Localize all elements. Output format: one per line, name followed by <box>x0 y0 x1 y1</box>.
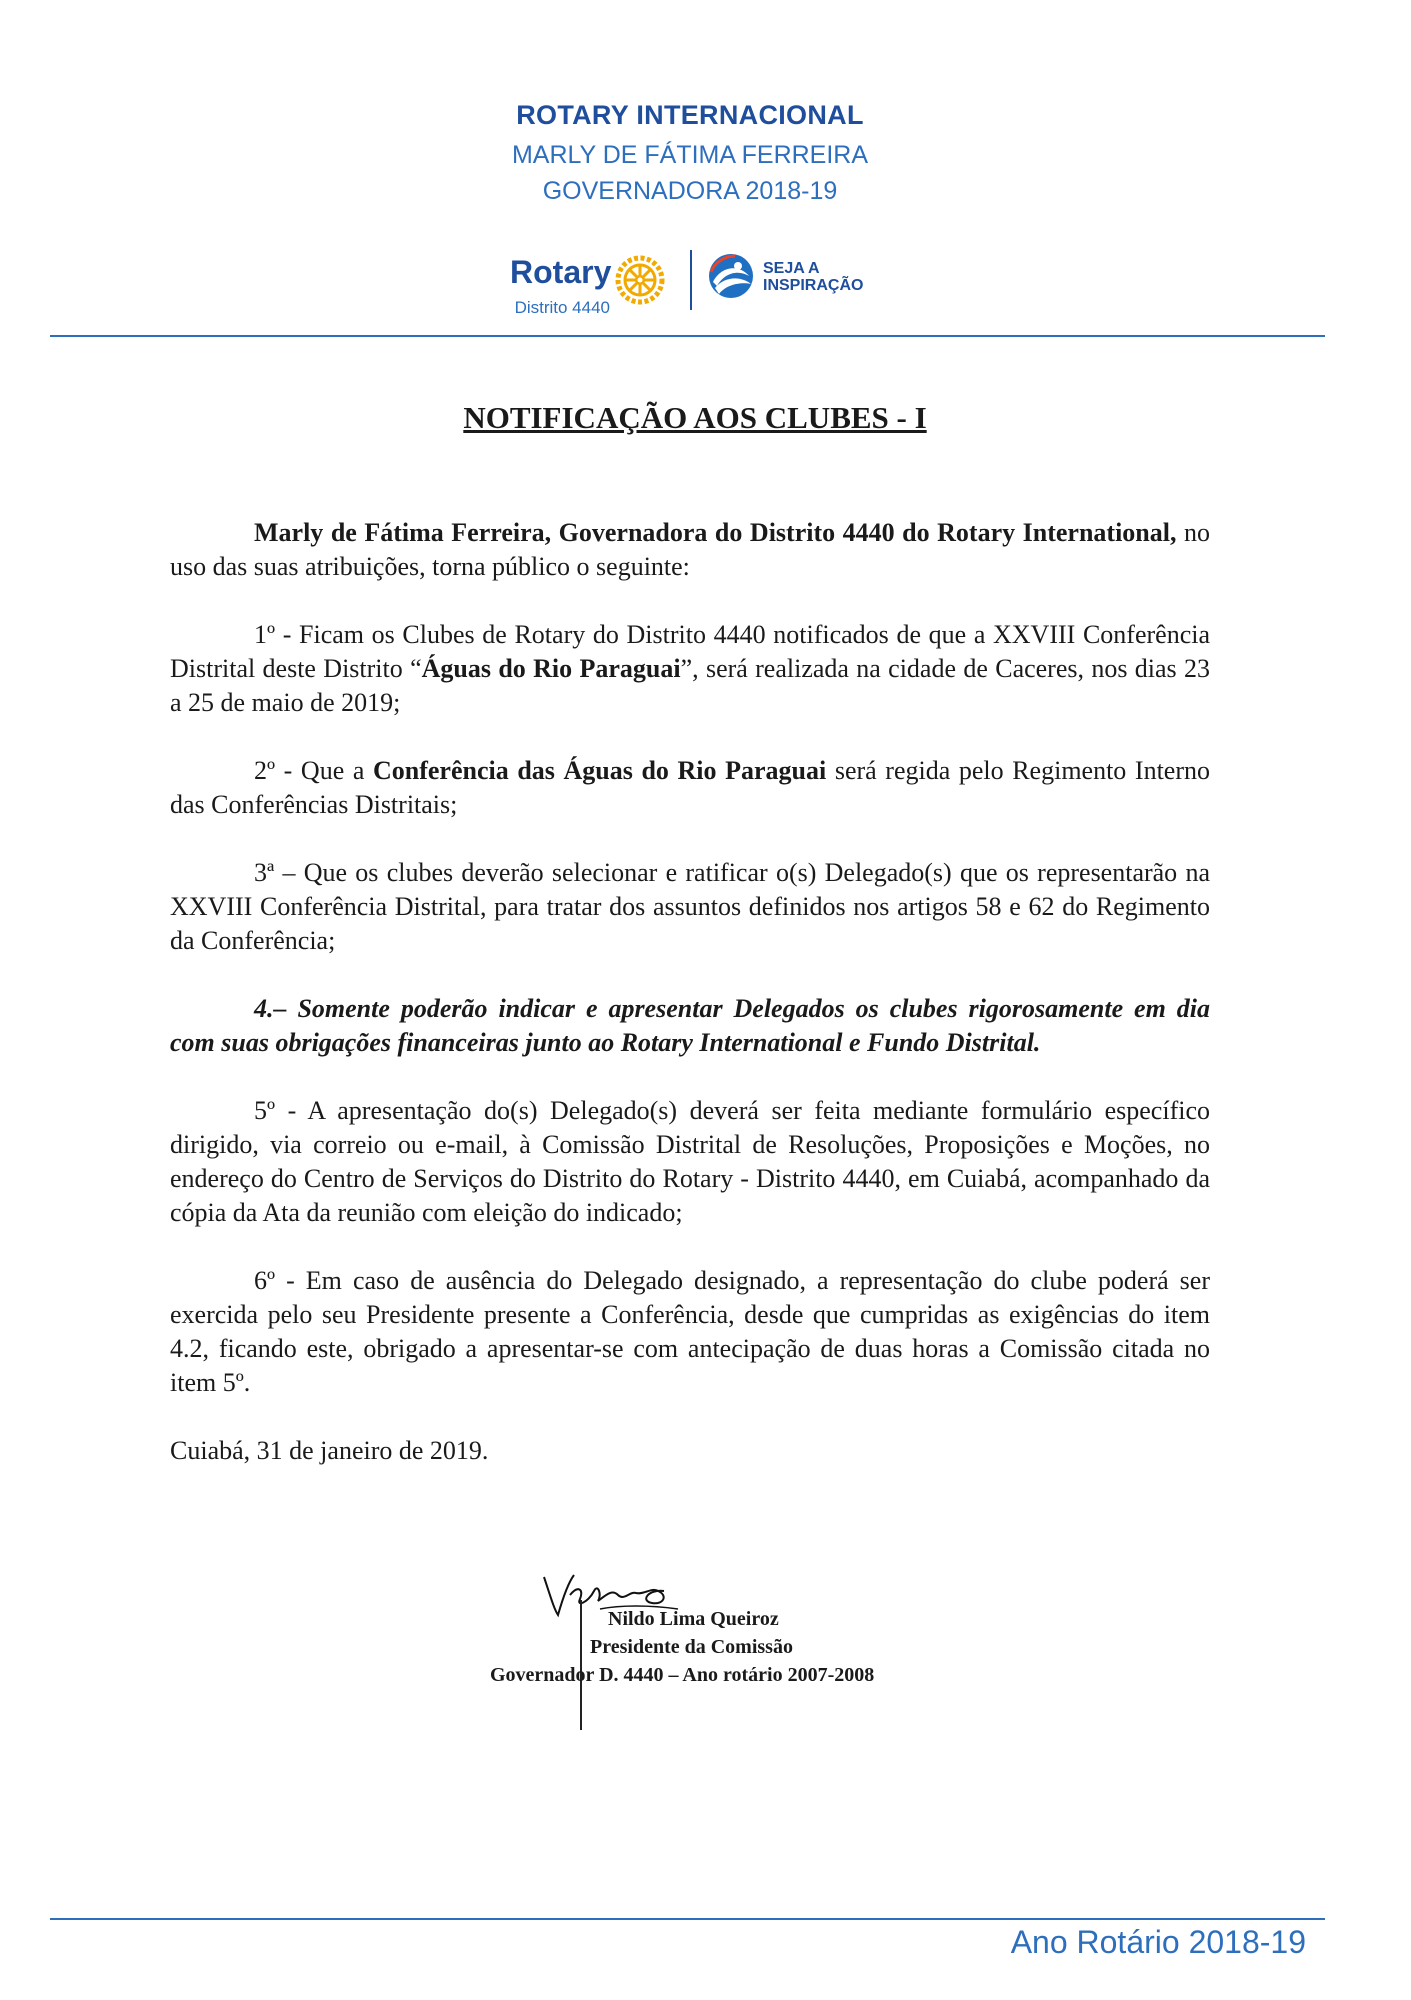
signature-block <box>490 1605 930 1689</box>
header-divider <box>50 335 1325 337</box>
item-2-text-b: será regida pelo Regimento Interno das Conferências Distritais; <box>170 756 1210 819</box>
footer-year: Ano Rotário 2018-19 <box>1010 1924 1306 1960</box>
item-1 <box>170 618 1210 720</box>
rotary-wheel-icon <box>613 253 667 307</box>
document-date: Cuiabá, 31 de janeiro de 2019. <box>170 1436 489 1465</box>
letterhead <box>0 100 1380 209</box>
intro-bold: Marly de Fátima Ferreira, Governadora do Distrito 4440 do Rotary International, <box>254 518 1177 547</box>
logo-row <box>490 250 910 325</box>
slogan-line-2: INSPIRAÇÃO <box>763 277 864 294</box>
item-2 <box>170 754 1210 822</box>
document-body <box>170 516 1210 1502</box>
logo-divider <box>690 250 692 310</box>
item-5: 5º - A apresentação do(s) Delegado(s) deverá ser feita mediante formulário específico dirigido, via correio ou e-mail, à Comissão Distrital de Resoluções, Proposições e Moções, no endereço do Centro de Serviços do Distrito do Rotary - Distrito 4440, em Cuiabá, acompanhado da cópia da Ata da reunião com eleição do indicado; <box>170 1096 1210 1227</box>
governor-term: GOVERNADORA 2018-19 <box>542 177 838 205</box>
item-1-text-b: ”, será realizada na cidade de Caceres, nos dias 23 a 25 de maio de 2019; <box>170 654 1211 717</box>
intro-rest: no uso das suas atribuições, torna público o seguinte: <box>170 518 1211 581</box>
district-label: Distrito 4440 <box>514 298 610 317</box>
signer-role: Presidente da Comissão <box>590 1636 793 1658</box>
slogan-line-1: SEJA A <box>763 260 820 277</box>
slogan <box>763 260 863 294</box>
item-4: 4.– Somente poderão indicar e apresentar Delegados os clubes rigorosamente em dia com suas obrigações financeiras junto ao Rotary International e Fundo Distrital. <box>170 994 1210 1057</box>
item-3: 3ª – Que os clubes deverão selecionar e ratificar o(s) Delegado(s) que os representarão na XXVIII Conferência Distrital, para tratar dos assuntos definidos nos artigos 58 e 62 do Regimento da Conferência; <box>170 858 1210 955</box>
signer-name: Nildo Lima Queiroz <box>608 1608 779 1630</box>
footer-divider <box>50 1918 1325 1920</box>
item-6: 6º - Em caso de ausência do Delegado designado, a representação do clube poderá ser exercida pelo seu Presidente presente a Conferência, desde que cumpridas as exigências do item 4.2, ficando este, obrigado a apresentar-se com antecipação de duas horas a Comissão citada no item 5º. <box>170 1266 1210 1397</box>
governor-name: MARLY DE FÁTIMA FERREIRA <box>511 141 869 169</box>
seja-a-inspiracao-icon <box>705 252 757 302</box>
item-1-bold: Águas do Rio Paraguai <box>421 654 681 683</box>
document-title: NOTIFICAÇÃO AOS CLUBES - I <box>463 400 927 435</box>
item-2-text-a: 2º - Que a <box>254 756 373 785</box>
item-1-text-a: 1º - Ficam os Clubes de Rotary do Distrito 4440 notificados de que a XXVIII Conferência Distrital deste Distrito “ <box>170 620 1210 683</box>
intro-paragraph <box>170 516 1210 584</box>
signer-title: Governador D. 4440 – Ano rotário 2007-2008 <box>490 1664 875 1686</box>
rotary-logo-text: Rotary <box>510 254 612 290</box>
org-name: ROTARY INTERNACIONAL <box>516 100 864 130</box>
item-2-bold: Conferência das Águas do Rio Paraguai <box>372 756 827 785</box>
